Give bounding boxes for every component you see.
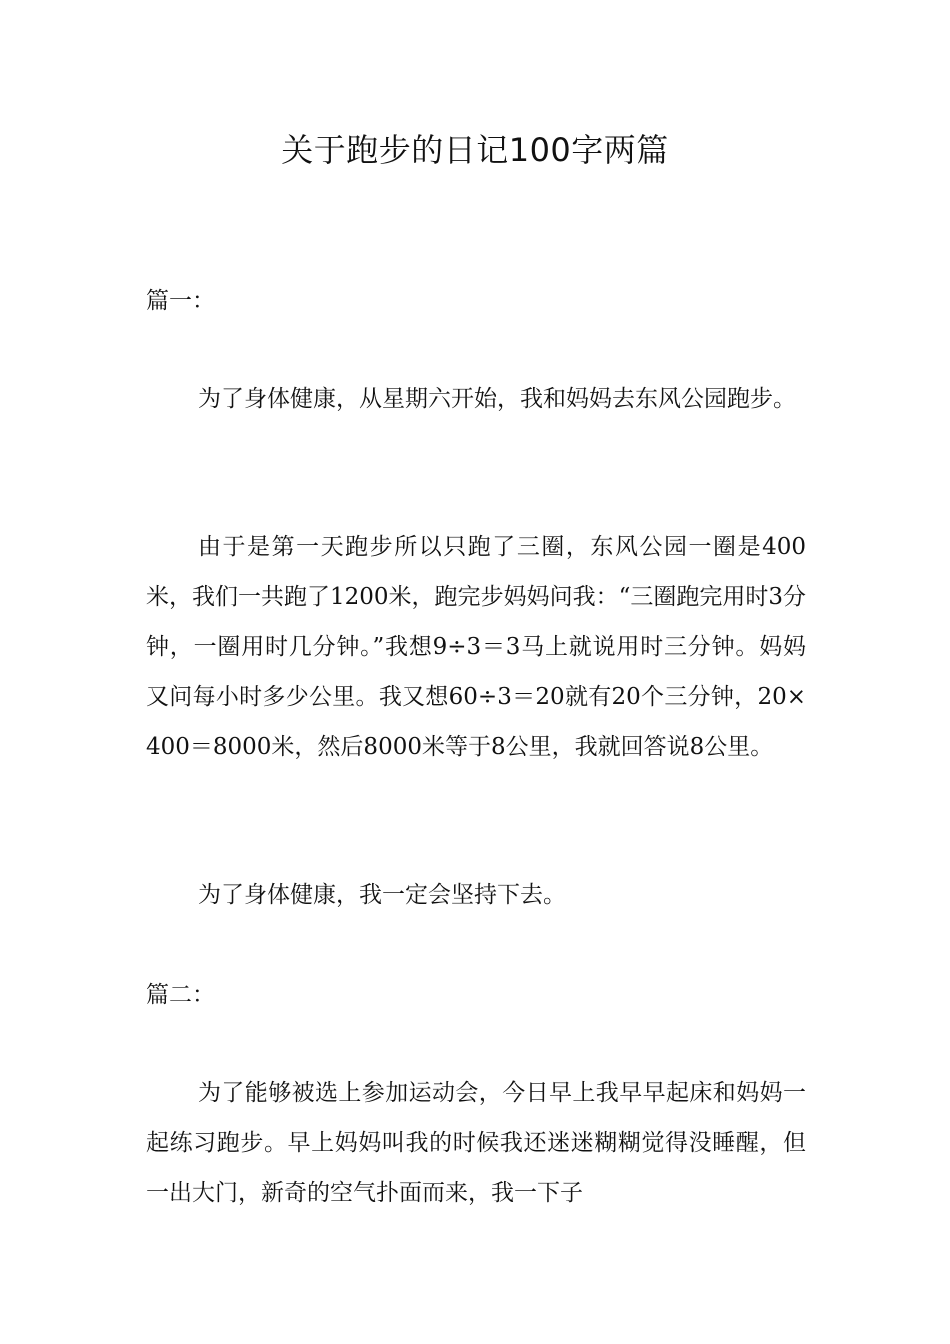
- section-heading-2: 篇二：: [146, 982, 215, 1008]
- document-title: 关于跑步的日记100字两篇: [281, 131, 669, 169]
- paragraph-1-2: 由于是第一天跑步所以只跑了三圈，东风公园一圈是400米，我们一共跑了1200米，跑完步妈妈问我：“三圈跑完用时3分钟，一圈用时几分钟。”我想9÷3＝3马上就说用时三分钟。妈妈又问每小时多少公里。我又想60÷3＝20就有20个三分钟，20×400＝8000米，然后8000米等于8公里，我就回答说8公里。: [146, 534, 806, 760]
- paragraph-2-1: 为了能够被选上参加运动会，今日早上我早早起床和妈妈一起练习跑步。早上妈妈叫我的时候我还迷迷糊糊觉得没睡醒，但一出大门，新奇的空气扑面而来，我一下子: [146, 1080, 806, 1206]
- paragraph-1-3: 为了身体健康，我一定会坚持下去。: [198, 882, 566, 908]
- paragraph-1-1: 为了身体健康，从星期六开始，我和妈妈去东风公园跑步。: [198, 386, 796, 412]
- section-heading-1: 篇一：: [146, 288, 215, 314]
